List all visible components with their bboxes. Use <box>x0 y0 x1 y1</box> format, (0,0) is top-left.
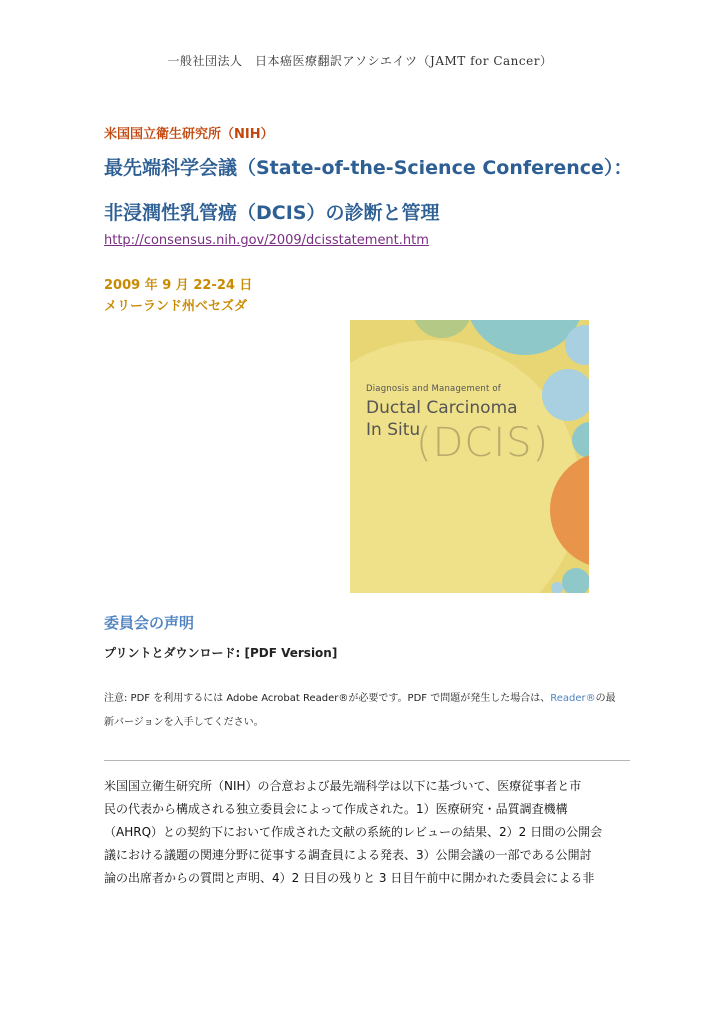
body-paragraph <box>104 775 629 890</box>
cover-circle <box>551 582 563 593</box>
cover-text-line1: Diagnosis and Management of <box>366 384 502 394</box>
body-line: （AHRQ）との契約下において作成された文献の系統的レビューの結果、2）2 日間の公開会 <box>104 825 603 839</box>
pdf-note <box>104 687 624 735</box>
body-line: 論の出席者からの質問と声明、4）2 日目の残りと 3 日目午前中に開かれた委員会による非 <box>104 871 595 885</box>
cover-text-dcis: (DCIS) <box>416 420 550 466</box>
cover-circle <box>350 340 580 593</box>
section-title: 委員会の声明 <box>104 614 195 632</box>
organization-name: 米国国立衛生研究所（NIH） <box>104 127 274 142</box>
cover-text-line2: Ductal Carcinoma <box>366 398 518 418</box>
cover-text-line3: In Situ <box>366 420 421 440</box>
cover-circle <box>412 320 472 338</box>
body-line: 議における議題の関連分野に従事する調査員による発表、3）公開会議の一部である公開討 <box>104 848 592 862</box>
cover-circle <box>562 568 589 593</box>
document-title: 最先端科学会議（State-of-the-Science Conference）： <box>104 157 633 179</box>
reader-link[interactable]: Reader® <box>550 693 596 704</box>
body-line: 民の代表から構成される独立委員会によって作成された。1）医療研究・品質調査機構 <box>104 802 568 816</box>
note-text: 注意: PDF を利用するには Adobe Acrobat Reader®が必要です。PDF で問題が発生した場合は、 <box>104 693 551 704</box>
page-header: 一般社団法人 日本癌医療翻訳アソシエイツ（JAMT for Cancer） <box>167 54 553 68</box>
conference-location: メリーランド州ベセズダ <box>104 299 248 314</box>
body-line: 米国国立衛生研究所（NIH）の合意および最先端科学は以下に基づいて、医療従事者と市 <box>104 779 582 793</box>
conference-date: 2009 年 9 月 22-24 日 <box>104 278 253 293</box>
note-text-end: の最新バージョンを入手してください。 <box>104 693 616 728</box>
document-subtitle: 非浸潤性乳管癌（DCIS）の診断と管理 <box>104 202 440 224</box>
source-link[interactable]: http://consensus.nih.gov/2009/dcisstatement.htm <box>104 233 429 248</box>
print-download-link[interactable]: プリントとダウンロード: [PDF Version] <box>104 646 338 660</box>
cover-image <box>350 320 589 593</box>
divider <box>104 760 630 761</box>
